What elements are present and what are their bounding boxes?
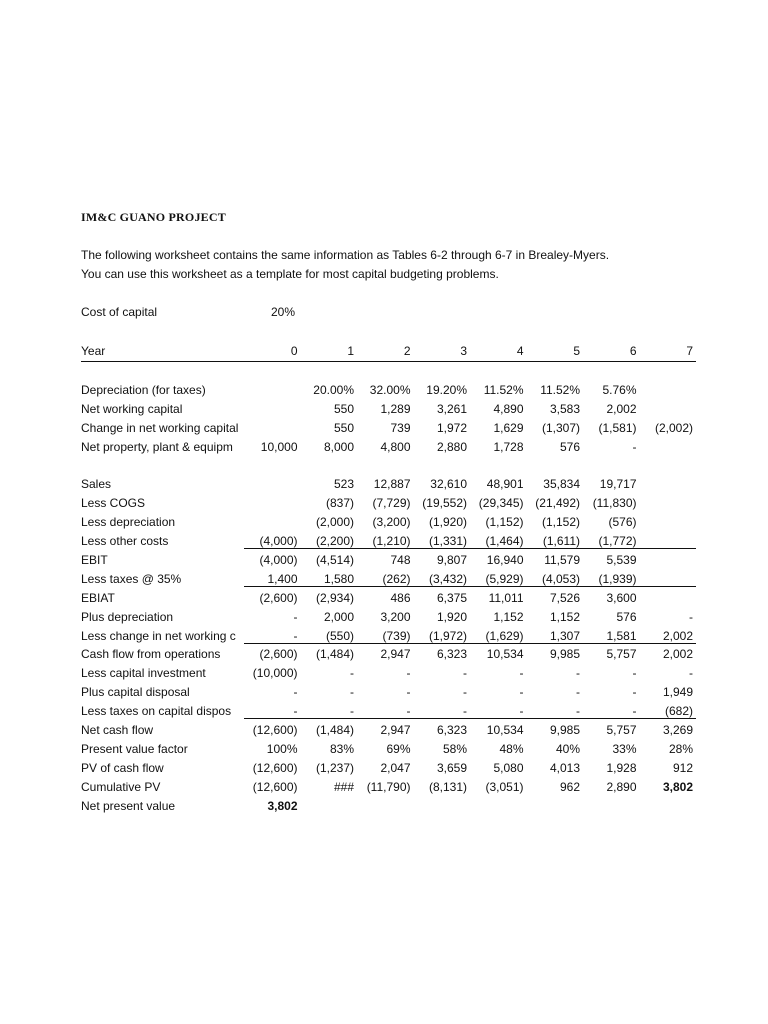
cell-year-3[interactable]: (1,972) xyxy=(414,627,471,646)
cost-of-capital-label: Cost of capital xyxy=(81,305,158,319)
row-cash-flow-from-operations xyxy=(81,645,696,664)
cell-year-0[interactable]: 1,400 xyxy=(244,570,301,589)
cell-year-0[interactable]: (12,600) xyxy=(252,723,298,738)
cell-year-7[interactable]: 1,949 xyxy=(662,685,693,700)
row-pv-of-cash-flow xyxy=(81,759,696,778)
cell-year-5[interactable]: 3,583 xyxy=(549,401,580,416)
cell-year-2[interactable]: (3,200) xyxy=(372,515,411,530)
cell-year-7[interactable]: 2,002 xyxy=(640,627,697,646)
row-label: Less capital investment xyxy=(81,666,206,681)
cell-year-0[interactable]: 3,802 xyxy=(267,798,298,813)
cell-year-7[interactable] xyxy=(640,513,697,532)
cell-year-4[interactable]: 1,152 xyxy=(493,609,524,624)
cell-year-1[interactable]: (1,237) xyxy=(315,760,354,775)
cell-year-7[interactable]: (682) xyxy=(640,702,697,721)
row-less-change-in-net-working-c xyxy=(81,627,696,646)
cell-year-3[interactable]: 6,323 xyxy=(436,647,467,662)
cell-year-5[interactable]: 962 xyxy=(559,779,580,794)
row-label: EBIT xyxy=(81,552,108,567)
cell-year-4[interactable]: (29,345) xyxy=(478,496,524,511)
cell-year-4[interactable]: 1,728 xyxy=(493,439,524,454)
cell-year-0[interactable]: (2,600) xyxy=(259,590,298,605)
cell-year-6[interactable]: (1,772) xyxy=(583,532,640,551)
cell-year-1[interactable]: 550 xyxy=(333,420,354,435)
row-label: Plus capital disposal xyxy=(81,685,190,700)
year-header-6: 6 xyxy=(583,342,640,361)
cell-year-4[interactable]: 16,940 xyxy=(486,552,524,567)
cell-year-4[interactable]: - xyxy=(470,702,527,721)
cell-year-0[interactable] xyxy=(244,381,301,400)
cell-year-0[interactable]: 100% xyxy=(266,742,298,756)
cell-year-2[interactable]: - xyxy=(406,685,411,700)
year-header-4: 4 xyxy=(470,342,527,361)
year-header-0: 0 xyxy=(244,342,301,361)
cell-year-3[interactable]: - xyxy=(463,685,467,700)
cell-year-1[interactable]: (837) xyxy=(325,496,354,511)
cell-year-5[interactable]: (21,492) xyxy=(535,496,580,511)
cell-year-4[interactable]: 10,534 xyxy=(486,647,524,662)
year-header-3: 3 xyxy=(414,342,471,361)
row-less-depreciation xyxy=(81,513,696,532)
row-label: EBIAT xyxy=(81,590,115,605)
cell-year-6[interactable]: (11,830) xyxy=(592,496,637,511)
row-plus-capital-disposal xyxy=(81,683,696,702)
year-label: Year xyxy=(81,342,244,361)
cell-year-4[interactable]: 10,534 xyxy=(486,723,524,738)
cell-year-2[interactable]: 739 xyxy=(390,420,411,435)
cell-year-0[interactable]: - xyxy=(244,702,301,721)
cell-year-4[interactable] xyxy=(470,797,527,816)
cell-year-5[interactable]: 7,526 xyxy=(549,590,580,605)
row-label: Plus depreciation xyxy=(81,609,174,624)
cell-year-2[interactable]: 2,947 xyxy=(380,723,411,738)
cell-year-3[interactable]: 2,880 xyxy=(436,439,467,454)
cell-year-5[interactable]: 4,013 xyxy=(549,760,580,775)
cell-year-3[interactable]: (1,331) xyxy=(414,532,471,551)
cell-year-1[interactable]: (2,934) xyxy=(315,590,354,605)
row-label: Less other costs xyxy=(81,534,169,549)
cell-year-2[interactable]: (739) xyxy=(357,627,414,646)
cell-year-5[interactable]: 1,307 xyxy=(527,627,584,646)
cell-year-0[interactable]: (12,600) xyxy=(252,779,298,794)
cell-year-7[interactable] xyxy=(640,551,697,570)
cell-year-6[interactable]: 1,928 xyxy=(606,760,637,775)
cell-year-7[interactable]: - xyxy=(689,609,693,624)
sheet-title: IM&C GUANO PROJECT xyxy=(81,210,226,224)
row-present-value-factor xyxy=(81,740,696,759)
cell-year-2[interactable]: (262) xyxy=(357,570,414,589)
cell-year-4[interactable]: 48,901 xyxy=(486,477,524,492)
cell-year-1[interactable]: 1,580 xyxy=(301,570,358,589)
cell-year-5[interactable]: 576 xyxy=(559,439,580,454)
row-net-present-value xyxy=(81,797,696,816)
cell-year-4[interactable]: (5,929) xyxy=(470,570,527,589)
cell-year-2[interactable]: 3,200 xyxy=(380,609,411,624)
cell-year-3[interactable]: - xyxy=(463,666,467,681)
cell-year-1[interactable] xyxy=(301,797,358,816)
year-header-1: 1 xyxy=(301,342,358,361)
cell-year-5[interactable]: 35,834 xyxy=(543,477,580,492)
year-header-7: 7 xyxy=(640,342,697,361)
cell-year-7[interactable]: 912 xyxy=(672,760,693,775)
spacer-row xyxy=(81,361,696,380)
row-net-property-plant-equipm xyxy=(81,438,696,457)
cell-year-6[interactable]: 5,757 xyxy=(606,723,637,738)
cell-year-3[interactable]: 3,261 xyxy=(436,401,467,416)
row-label: PV of cash flow xyxy=(81,760,164,775)
row-less-capital-investment xyxy=(81,664,696,683)
cell-year-7[interactable] xyxy=(640,532,697,551)
cell-year-5[interactable]: (1,152) xyxy=(541,515,580,530)
cell-year-6[interactable]: 576 xyxy=(616,609,637,624)
cell-year-7[interactable] xyxy=(640,797,697,816)
cell-year-6[interactable]: 5.76% xyxy=(602,382,637,397)
intro-line-2: You can use this worksheet as a template for most capital budgeting problems. xyxy=(81,267,499,281)
cell-year-0[interactable]: (2,600) xyxy=(259,647,298,662)
cell-year-1[interactable]: 2,000 xyxy=(323,609,354,624)
header-row xyxy=(81,342,696,361)
cell-year-7[interactable] xyxy=(640,400,697,419)
cell-year-1[interactable]: 523 xyxy=(333,477,354,492)
cell-year-5[interactable]: 1,152 xyxy=(549,609,580,624)
cell-year-4[interactable]: (3,051) xyxy=(485,779,524,794)
cell-year-4[interactable]: 11,011 xyxy=(488,590,524,605)
cell-year-2[interactable]: 4,800 xyxy=(380,439,411,454)
cell-year-6[interactable]: 3,600 xyxy=(606,590,637,605)
cell-year-3[interactable]: 6,375 xyxy=(436,590,467,605)
cell-year-3[interactable]: (3,432) xyxy=(414,570,471,589)
cell-year-0[interactable]: (10,000) xyxy=(252,666,298,681)
row-label: Less taxes on capital dispos xyxy=(81,704,232,719)
cell-year-7[interactable]: - xyxy=(689,666,693,681)
cell-year-5[interactable]: - xyxy=(527,702,584,721)
cell-year-3[interactable]: 1,972 xyxy=(436,420,467,435)
cell-year-2[interactable]: 2,047 xyxy=(380,760,411,775)
cell-year-1[interactable]: (550) xyxy=(301,627,358,646)
cell-year-0[interactable] xyxy=(244,475,301,494)
row-depreciation-for-taxes xyxy=(81,381,696,400)
row-net-cash-flow xyxy=(81,721,696,740)
cell-year-6[interactable]: - xyxy=(632,666,637,681)
row-label: Less COGS xyxy=(81,496,146,511)
cell-year-6[interactable]: (1,939) xyxy=(583,570,640,589)
cost-of-capital-value[interactable]: 20% xyxy=(270,305,295,319)
cell-year-1[interactable]: 83% xyxy=(329,742,354,756)
cell-year-7[interactable] xyxy=(640,475,697,494)
cell-year-2[interactable]: 32.00% xyxy=(369,382,411,397)
cell-year-1[interactable]: 550 xyxy=(333,401,354,416)
cell-year-5[interactable]: (1,307) xyxy=(541,420,580,435)
cell-year-0[interactable]: (4,000) xyxy=(244,532,301,551)
cell-year-7[interactable]: 2,002 xyxy=(662,647,693,662)
cell-year-5[interactable]: 11.52% xyxy=(540,382,580,397)
cell-year-3[interactable]: 19.20% xyxy=(426,382,467,397)
cell-year-6[interactable]: 1,581 xyxy=(583,627,640,646)
cell-year-1[interactable]: (4,514) xyxy=(315,552,354,567)
year-header-5: 5 xyxy=(527,342,584,361)
cell-year-6[interactable]: 19,717 xyxy=(599,477,637,492)
row-label: Net working capital xyxy=(81,401,183,416)
row-label: Net property, plant & equipm xyxy=(81,439,233,454)
row-label: Cash flow from operations xyxy=(81,647,221,662)
cell-year-4[interactable]: 11.52% xyxy=(483,382,524,397)
row-change-in-net-working-capital xyxy=(81,419,696,438)
cell-year-6[interactable]: 2,002 xyxy=(606,401,637,416)
cell-year-3[interactable]: 32,610 xyxy=(430,477,467,492)
cell-year-2[interactable]: (1,210) xyxy=(357,532,414,551)
cell-year-4[interactable]: - xyxy=(519,685,524,700)
row-label: Change in net working capital xyxy=(81,420,239,435)
row-plus-depreciation xyxy=(81,608,696,627)
row-less-cogs xyxy=(81,494,696,513)
cell-year-0[interactable]: - xyxy=(244,627,301,646)
cell-year-3[interactable]: - xyxy=(414,702,471,721)
spacer-row xyxy=(81,456,696,475)
cell-year-0[interactable] xyxy=(244,419,301,438)
cell-year-1[interactable]: (2,000) xyxy=(315,515,354,530)
cell-year-4[interactable]: 4,890 xyxy=(493,401,524,416)
cell-year-5[interactable]: 9,985 xyxy=(549,647,580,662)
cell-year-3[interactable]: 1,920 xyxy=(436,609,467,624)
cell-year-1[interactable]: (1,484) xyxy=(315,647,354,662)
cell-year-4[interactable]: (1,464) xyxy=(470,532,527,551)
row-ebiat xyxy=(81,589,696,608)
cell-year-0[interactable]: - xyxy=(293,685,298,700)
cell-year-1[interactable]: - xyxy=(350,666,354,681)
cell-year-6[interactable]: - xyxy=(632,685,637,700)
row-less-other-costs xyxy=(81,532,696,551)
cell-year-4[interactable]: 5,080 xyxy=(493,760,524,775)
cell-year-5[interactable]: 11,579 xyxy=(544,552,580,567)
cell-year-5[interactable]: (4,053) xyxy=(527,570,584,589)
cell-year-0[interactable]: (4,000) xyxy=(259,552,298,567)
cell-year-2[interactable]: 12,887 xyxy=(373,477,411,492)
cell-year-6[interactable]: 2,890 xyxy=(606,779,637,794)
cell-year-0[interactable]: (12,600) xyxy=(252,760,298,775)
row-less-taxes-35 xyxy=(81,570,696,589)
cell-year-1[interactable]: ### xyxy=(333,779,354,794)
row-label: Less depreciation xyxy=(81,515,176,530)
cell-year-1[interactable]: 8,000 xyxy=(323,439,354,454)
cell-year-4[interactable]: 1,629 xyxy=(493,420,524,435)
cell-year-2[interactable]: 1,289 xyxy=(380,401,411,416)
row-label: Less taxes @ 35% xyxy=(81,571,182,586)
cell-year-0[interactable] xyxy=(244,400,301,419)
cell-year-3[interactable]: (19,552) xyxy=(422,496,467,511)
cell-year-5[interactable]: - xyxy=(576,666,580,681)
cell-year-5[interactable]: (1,611) xyxy=(527,532,584,551)
row-label: Cumulative PV xyxy=(81,779,161,794)
cell-year-2[interactable] xyxy=(357,797,414,816)
cell-year-2[interactable]: - xyxy=(357,702,414,721)
cell-year-6[interactable]: (1,581) xyxy=(598,420,637,435)
cell-year-7[interactable]: 28% xyxy=(668,742,693,756)
row-label: Sales xyxy=(81,477,112,492)
row-ebit xyxy=(81,551,696,570)
cell-year-3[interactable]: 9,807 xyxy=(436,552,467,567)
capital-budgeting-table xyxy=(81,342,696,816)
cell-year-2[interactable]: 486 xyxy=(390,590,411,605)
row-label: Present value factor xyxy=(81,742,188,756)
cell-year-2[interactable]: 2,947 xyxy=(380,647,411,662)
cell-year-1[interactable]: - xyxy=(350,685,354,700)
cell-year-3[interactable]: 3,659 xyxy=(436,760,467,775)
cell-year-2[interactable]: 748 xyxy=(390,552,411,567)
row-cumulative-pv xyxy=(81,778,696,797)
cell-year-7[interactable] xyxy=(640,438,697,457)
row-label: Less change in net working c xyxy=(81,628,236,643)
cell-year-4[interactable]: (1,152) xyxy=(485,515,524,530)
cell-year-3[interactable] xyxy=(414,797,471,816)
cell-year-0[interactable]: 10,000 xyxy=(260,439,298,454)
cell-year-6[interactable]: 5,539 xyxy=(606,552,637,567)
cell-year-7[interactable]: (2,002) xyxy=(654,420,693,435)
cell-year-7[interactable]: 3,802 xyxy=(662,779,693,794)
cell-year-2[interactable]: (7,729) xyxy=(372,496,411,511)
row-net-working-capital xyxy=(81,400,696,419)
cell-year-3[interactable]: 58% xyxy=(442,742,467,756)
cell-year-1[interactable]: (2,200) xyxy=(301,532,358,551)
cell-year-6[interactable] xyxy=(583,797,640,816)
cell-year-3[interactable]: 6,323 xyxy=(436,723,467,738)
cell-year-5[interactable]: 40% xyxy=(555,742,580,756)
cell-year-6[interactable]: 33% xyxy=(612,742,637,756)
cell-year-7[interactable] xyxy=(640,494,697,513)
cell-year-4[interactable]: (1,629) xyxy=(470,627,527,646)
cell-year-6[interactable]: - xyxy=(583,702,640,721)
row-sales xyxy=(81,475,696,494)
cell-year-0[interactable] xyxy=(244,513,301,532)
cell-year-5[interactable]: - xyxy=(576,685,580,700)
cell-year-3[interactable]: (8,131) xyxy=(428,779,467,794)
row-label: Depreciation (for taxes) xyxy=(81,382,206,397)
cell-year-6[interactable]: 5,757 xyxy=(606,647,637,662)
row-less-taxes-on-capital-dispos xyxy=(81,702,696,721)
cell-year-1[interactable]: 20.00% xyxy=(313,382,354,397)
cell-year-1[interactable]: (1,484) xyxy=(315,723,354,738)
cell-year-1[interactable]: - xyxy=(301,702,358,721)
intro-line-1: The following worksheet contains the same information as Tables 6-2 through 6-7 in Brealey-Myers. xyxy=(81,248,610,262)
cell-year-0[interactable]: - xyxy=(293,609,298,624)
row-label: Net cash flow xyxy=(81,723,154,738)
cell-year-2[interactable]: - xyxy=(406,666,411,681)
cell-year-0[interactable] xyxy=(244,494,301,513)
year-header-2: 2 xyxy=(357,342,414,361)
cell-year-6[interactable]: - xyxy=(632,439,637,454)
cell-year-7[interactable] xyxy=(640,589,697,608)
cell-year-5[interactable]: 9,985 xyxy=(549,723,580,738)
cell-year-5[interactable] xyxy=(527,797,584,816)
cell-year-7[interactable] xyxy=(640,381,697,400)
cell-year-2[interactable]: (11,790) xyxy=(366,779,411,794)
cell-year-4[interactable]: - xyxy=(519,666,524,681)
cell-year-2[interactable]: 69% xyxy=(386,742,411,756)
row-label: Net present value xyxy=(81,798,176,813)
cell-year-7[interactable] xyxy=(640,570,697,589)
cell-year-6[interactable]: (576) xyxy=(608,515,637,530)
cell-year-4[interactable]: 48% xyxy=(499,742,524,756)
cell-year-3[interactable]: (1,920) xyxy=(428,515,467,530)
cell-year-7[interactable]: 3,269 xyxy=(662,723,693,738)
